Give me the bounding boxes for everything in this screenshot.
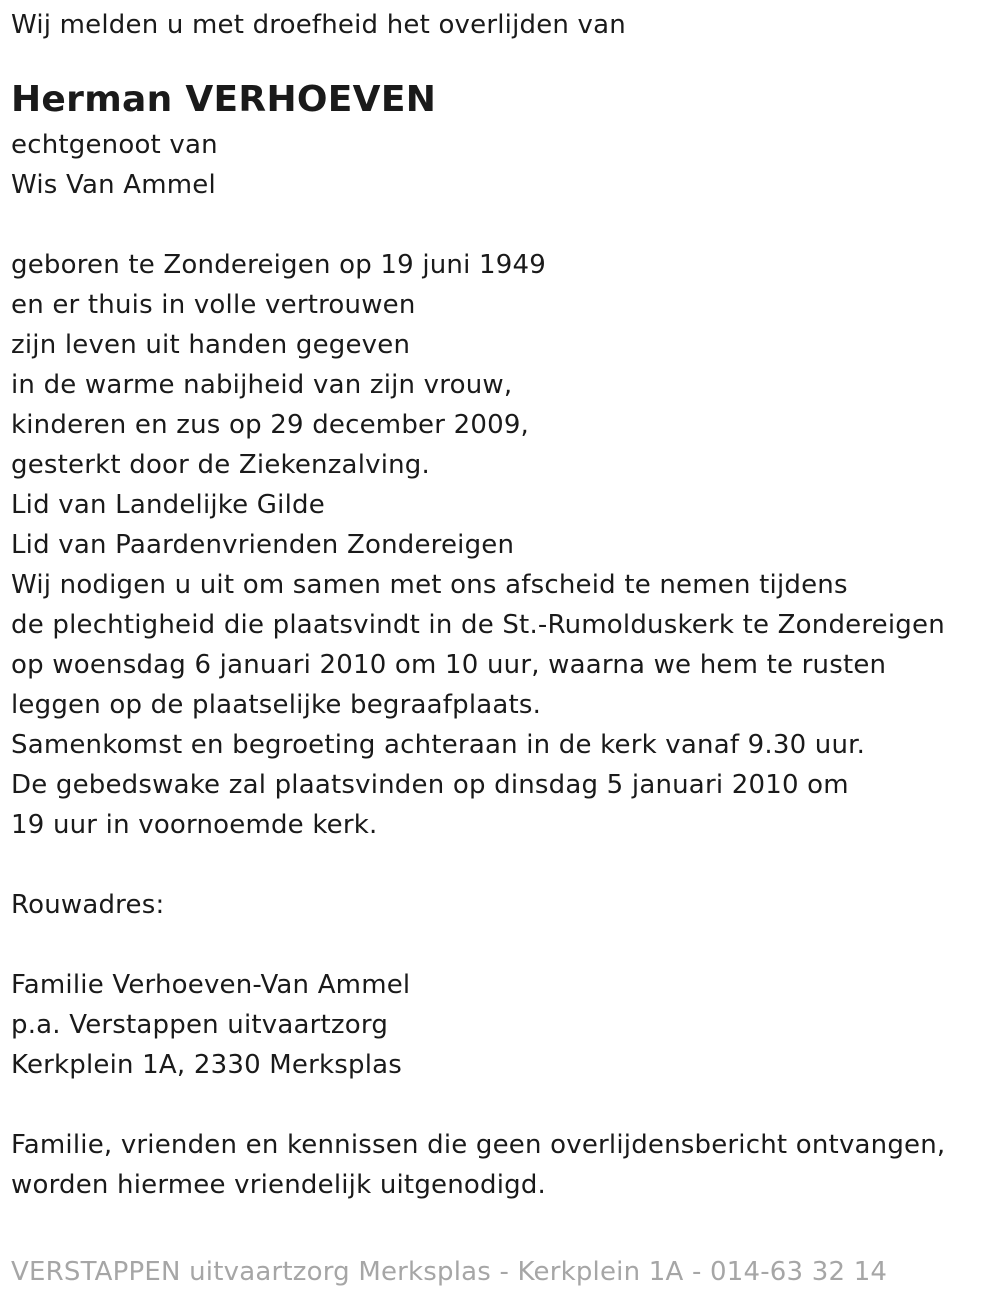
intro-text: Wij melden u met droefheid het overlijden van (11, 10, 626, 40)
announcement-line: in de warme nabijheid van zijn vrouw, (11, 370, 513, 400)
spacer (11, 205, 991, 245)
address-line: p.a. Verstappen uitvaartzorg (11, 1010, 389, 1040)
announcement-line: kinderen en zus op 29 december 2009, (11, 410, 530, 440)
announcement-line: leggen op de plaatselijke begraafplaats. (11, 690, 542, 720)
spacer (11, 1085, 991, 1125)
closing-text (11, 1125, 991, 1205)
funeral-home-footer: VERSTAPPEN uitvaartzorg Merksplas - Kerkplein 1A - 014-63 32 14 (11, 1257, 888, 1287)
announcement-line: geboren te Zondereigen op 19 juni 1949 (11, 250, 546, 280)
announcement-line: de plechtigheid die plaatsvindt in de St.-Rumolduskerk te Zondereigen (11, 610, 945, 640)
announcement-line: 19 uur in voornoemde kerk. (11, 810, 378, 840)
spouse-name: Wis Van Ammel (11, 170, 216, 200)
announcement-line: De gebedswake zal plaatsvinden op dinsdag 5 januari 2010 om (11, 770, 849, 800)
announcement-line: Wij nodigen u uit om samen met ons afscheid te nemen tijdens (11, 570, 848, 600)
closing-line: worden hiermee vriendelijk uitgenodigd. (11, 1170, 547, 1200)
address-line: Kerkplein 1A, 2330 Merksplas (11, 1050, 403, 1080)
deceased-name: Herman VERHOEVEN (11, 79, 437, 120)
announcement-line: Lid van Landelijke Gilde (11, 490, 325, 520)
mourning-address-label: Rouwadres: (11, 890, 165, 920)
mourning-address (11, 965, 991, 1085)
death-notice (11, 5, 991, 1205)
announcement-line: op woensdag 6 januari 2010 om 10 uur, waarna we hem te rusten (11, 650, 887, 680)
address-line: Familie Verhoeven-Van Ammel (11, 970, 411, 1000)
announcement-line: en er thuis in volle vertrouwen (11, 290, 416, 320)
closing-line: Familie, vrienden en kennissen die geen overlijdensbericht ontvangen, (11, 1130, 946, 1160)
announcement-text (11, 245, 991, 845)
announcement-line: zijn leven uit handen gegeven (11, 330, 411, 360)
spacer (11, 925, 991, 965)
announcement-line: gesterkt door de Ziekenzalving. (11, 450, 430, 480)
announcement-line: Samenkomst en begroeting achteraan in de kerk vanaf 9.30 uur. (11, 730, 866, 760)
spacer (11, 845, 991, 885)
spouse-relation: echtgenoot van (11, 130, 218, 160)
announcement-line: Lid van Paardenvrienden Zondereigen (11, 530, 515, 560)
